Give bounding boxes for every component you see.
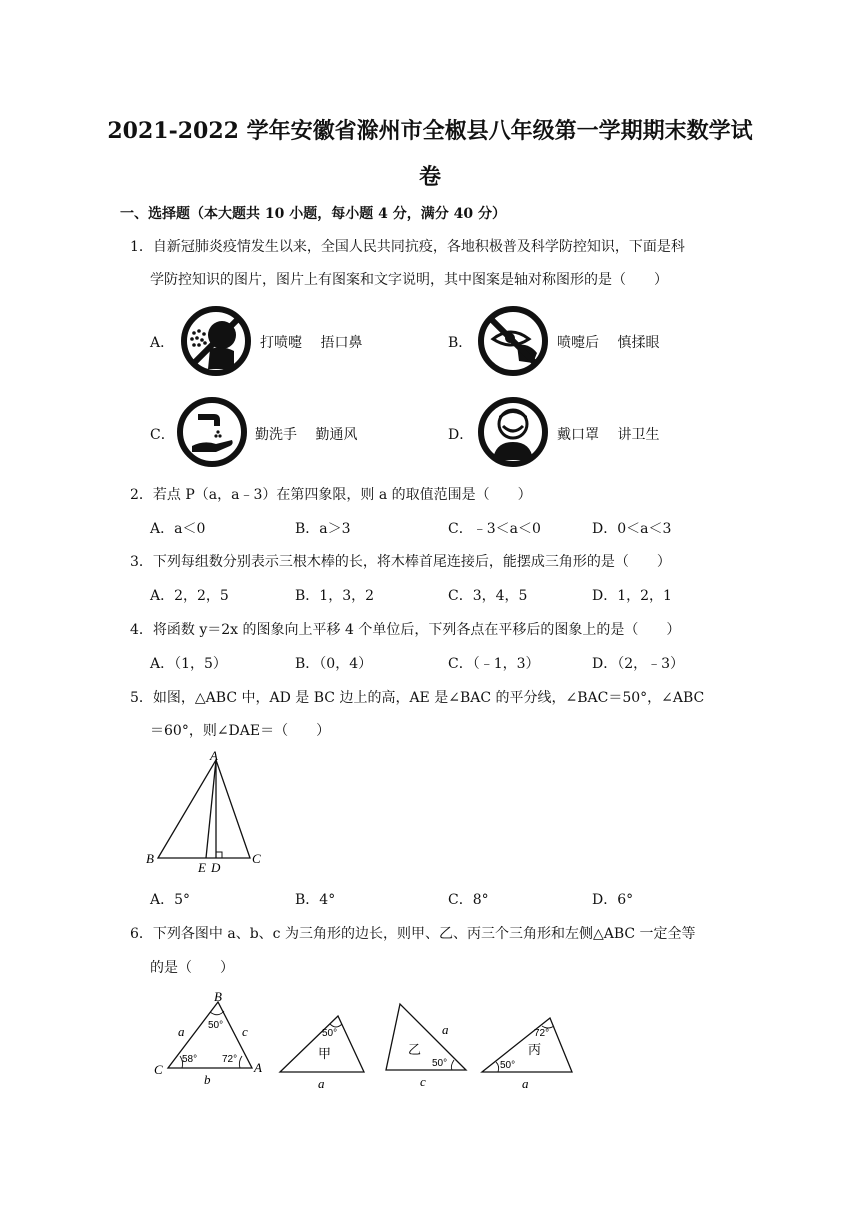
q1-option-d-letter: D． [448, 427, 474, 443]
question-2-stem: 2．若点 P（a，a﹣3）在第四象限，则 a 的取值范围是（ ） [130, 487, 532, 503]
q6-bing-angle-top: 72° [534, 1028, 550, 1039]
q5-label-e: E [198, 860, 206, 875]
q6-triangle-bing-figure [476, 1012, 576, 1092]
q6-yi-side-bottom: c [420, 1074, 426, 1089]
q5-option-b: B．4° [295, 892, 336, 908]
q5-triangle-figure [140, 748, 270, 873]
q6-main-side-b: b [204, 1072, 211, 1087]
no-rub-eye-icon [477, 305, 549, 377]
question-1-line1: 1．自新冠肺炎疫情发生以来，全国人民共同抗疫，各地积极普及科学防控知识，下面是科 [130, 239, 685, 255]
section-heading: 一、选择题（本大题共 10 小题，每小题 4 分，满分 40 分） [120, 206, 506, 222]
q5-label-d: D [211, 860, 221, 875]
q2-option-c: C．﹣3＜a＜0 [448, 521, 541, 537]
no-sneeze-icon [180, 305, 252, 377]
wash-hands-icon [176, 396, 248, 468]
q6-yi-side-right: a [442, 1022, 449, 1037]
q6-jia-side: a [318, 1076, 325, 1091]
q6-main-side-a: a [178, 1024, 185, 1039]
q6-main-angle-a: 72° [222, 1054, 238, 1065]
q6-jia-angle: 50° [322, 1028, 338, 1039]
q6-bing-name: 丙 [528, 1043, 542, 1058]
wear-mask-icon [477, 396, 549, 468]
q4-option-c: C．（﹣1，3） [448, 656, 540, 672]
q5-label-c: C [252, 851, 261, 866]
question-3-stem: 3．下列每组数分别表示三根木棒的长，将木棒首尾连接后，能摆成三角形的是（ ） [130, 554, 671, 570]
q6-bing-side: a [522, 1076, 529, 1091]
page-title-line2: 卷 [418, 164, 441, 190]
q5-label-b: B [146, 851, 154, 866]
q4-option-a: A．（1，5） [150, 656, 227, 672]
q3-option-c: C．3，4，5 [448, 588, 528, 604]
q1-option-a-letter: A． [150, 335, 175, 351]
q1-option-d-caption: 戴口罩 讲卫生 [557, 427, 660, 443]
q6-main-side-c: c [242, 1024, 248, 1039]
q6-jia-name: 甲 [318, 1047, 332, 1062]
q5-option-d: D．6° [592, 892, 634, 908]
q2-option-b: B．a＞3 [295, 521, 351, 537]
q5-option-a: A．5° [150, 892, 191, 908]
q6-main-label-c: C [154, 1062, 163, 1077]
q2-option-a: A．a＜0 [150, 521, 206, 537]
q6-main-angle-c: 58° [182, 1054, 198, 1065]
question-5-line2: ＝60°，则∠DAE＝（ ） [150, 723, 331, 739]
q6-yi-name: 乙 [408, 1043, 422, 1058]
q3-option-b: B．1，3，2 [295, 588, 375, 604]
question-4-stem: 4．将函数 y＝2x 的图象向上平移 4 个单位后，下列各点在平移后的图象上的是（ ） [130, 622, 681, 638]
page-title-line1: 2021-2022 学年安徽省滁州市全椒县八年级第一学期期末数学试 [107, 118, 753, 144]
q6-yi-angle: 50° [432, 1058, 448, 1069]
q5-label-a: A [210, 748, 218, 763]
question-5-line1: 5．如图，△ABC 中，AD 是 BC 边上的高，AE 是∠BAC 的平分线，∠BAC＝50°，∠ABC [130, 690, 705, 706]
q6-main-angle-b: 50° [208, 1020, 224, 1031]
q6-main-label-b: B [214, 989, 222, 1004]
question-6-line1: 6．下列各图中 a、b、c 为三角形的边长，则甲、乙、丙三个三角形和左侧△ABC 一定全等 [130, 926, 696, 942]
q1-option-a-caption: 打喷嚏 捂口鼻 [260, 335, 363, 351]
q1-option-b-letter: B． [448, 335, 473, 351]
q4-option-b: B．（0，4） [295, 656, 373, 672]
q6-triangle-yi-figure [380, 998, 480, 1090]
q3-option-d: D．1，2，1 [592, 588, 672, 604]
q6-main-label-a: A [254, 1060, 262, 1075]
q4-option-d: D．（2，﹣3） [592, 656, 685, 672]
q6-triangle-jia-figure [272, 1010, 372, 1090]
question-1-line2: 学防控知识的图片，图片上有图案和文字说明，其中图案是轴对称图形的是（ ） [150, 272, 668, 288]
q1-option-c-caption: 勤洗手 勤通风 [255, 427, 358, 443]
q2-option-d: D．0＜a＜3 [592, 521, 672, 537]
q1-option-c-letter: C． [150, 427, 175, 443]
q6-bing-angle-left: 50° [500, 1060, 516, 1071]
q5-option-c: C．8° [448, 892, 489, 908]
q6-triangle-abc-figure [150, 990, 270, 1090]
question-6-line2: 的是（ ） [150, 960, 234, 976]
q1-option-b-caption: 喷嚏后 慎揉眼 [557, 335, 660, 351]
q3-option-a: A．2，2，5 [150, 588, 229, 604]
